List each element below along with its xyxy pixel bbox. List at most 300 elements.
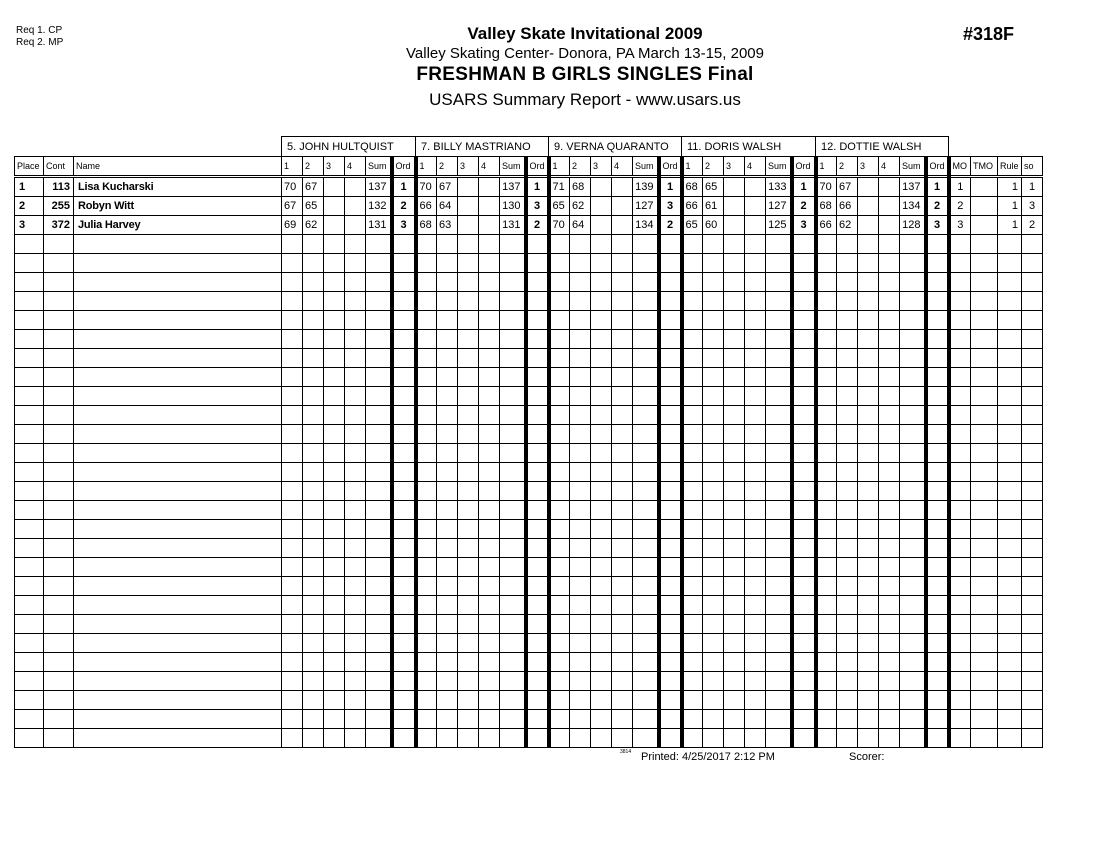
score-cell: 68 (570, 177, 591, 197)
empty-cell (971, 596, 998, 615)
empty-cell (745, 596, 766, 615)
so-cell: 2 (1022, 216, 1043, 235)
empty-cell (570, 596, 591, 615)
empty-cell (345, 254, 366, 273)
empty-cell (703, 691, 724, 710)
empty-cell (879, 292, 900, 311)
empty-cell (703, 463, 724, 482)
empty-cell (479, 729, 500, 748)
empty-cell (900, 558, 926, 577)
empty-cell (858, 406, 879, 425)
col-1: 1 (816, 157, 837, 177)
empty-cell (633, 729, 659, 748)
empty-cell (816, 463, 837, 482)
empty-cell (816, 235, 837, 254)
empty-cell (900, 672, 926, 691)
sum-cell: 137 (500, 177, 526, 197)
empty-cell (392, 311, 416, 330)
empty-cell (926, 558, 949, 577)
empty-cell (998, 254, 1022, 273)
score-cell (724, 197, 745, 216)
empty-cell (766, 482, 792, 501)
empty-cell (971, 311, 998, 330)
empty-cell (74, 292, 282, 311)
empty-cell (44, 235, 74, 254)
empty-cell (900, 520, 926, 539)
empty-cell (703, 710, 724, 729)
empty-cell (437, 672, 458, 691)
empty-cell (591, 368, 612, 387)
empty-cell (745, 615, 766, 634)
empty-cell (500, 368, 526, 387)
empty-cell (900, 653, 926, 672)
empty-cell (500, 539, 526, 558)
empty-cell (591, 463, 612, 482)
empty-cell (900, 273, 926, 292)
empty-cell (858, 596, 879, 615)
empty-cell (900, 691, 926, 710)
empty-row (15, 634, 1043, 653)
empty-cell (949, 615, 971, 634)
empty-cell (766, 596, 792, 615)
empty-cell (570, 615, 591, 634)
empty-cell (682, 482, 703, 501)
empty-cell (766, 729, 792, 748)
empty-cell (792, 311, 816, 330)
empty-cell (926, 235, 949, 254)
empty-cell (745, 710, 766, 729)
empty-cell (570, 425, 591, 444)
empty-cell (879, 444, 900, 463)
empty-cell (971, 482, 998, 501)
empty-cell (324, 653, 345, 672)
empty-cell (526, 463, 549, 482)
empty-cell (816, 273, 837, 292)
empty-cell (766, 577, 792, 596)
empty-cell (633, 577, 659, 596)
empty-cell (416, 254, 437, 273)
empty-cell (792, 501, 816, 520)
col-3: 3 (458, 157, 479, 177)
empty-cell (703, 311, 724, 330)
empty-cell (633, 596, 659, 615)
empty-cell (366, 387, 392, 406)
empty-cell (570, 729, 591, 748)
empty-cell (303, 501, 324, 520)
empty-cell (303, 691, 324, 710)
empty-cell (745, 330, 766, 349)
empty-cell (549, 653, 570, 672)
empty-cell (500, 444, 526, 463)
empty-cell (74, 615, 282, 634)
score-cell: 67 (437, 177, 458, 197)
empty-cell (1022, 387, 1043, 406)
empty-cell (366, 425, 392, 444)
empty-cell (282, 501, 303, 520)
empty-cell (858, 235, 879, 254)
empty-cell (998, 710, 1022, 729)
empty-cell (15, 368, 44, 387)
empty-cell (837, 444, 858, 463)
empty-cell (526, 558, 549, 577)
empty-cell (458, 425, 479, 444)
empty-cell (44, 444, 74, 463)
empty-cell (858, 273, 879, 292)
empty-cell (926, 368, 949, 387)
empty-cell (837, 577, 858, 596)
score-cell (591, 216, 612, 235)
empty-cell (303, 615, 324, 634)
empty-cell (591, 482, 612, 501)
sum-cell: 127 (766, 197, 792, 216)
col-ord: Ord (659, 157, 682, 177)
empty-cell (500, 273, 526, 292)
tmo-cell (971, 177, 998, 197)
empty-cell (570, 710, 591, 729)
col-3: 3 (724, 157, 745, 177)
empty-cell (816, 368, 837, 387)
empty-cell (549, 501, 570, 520)
empty-cell (392, 235, 416, 254)
empty-cell (366, 691, 392, 710)
score-cell (345, 177, 366, 197)
empty-cell (792, 292, 816, 311)
empty-cell (15, 235, 44, 254)
empty-cell (900, 387, 926, 406)
empty-cell (437, 520, 458, 539)
empty-cell (837, 539, 858, 558)
score-cell: 67 (837, 177, 858, 197)
empty-cell (479, 596, 500, 615)
empty-cell (745, 387, 766, 406)
empty-cell (392, 672, 416, 691)
empty-row (15, 653, 1043, 672)
empty-cell (971, 387, 998, 406)
empty-cell (1022, 311, 1043, 330)
sum-cell: 137 (366, 177, 392, 197)
empty-cell (479, 653, 500, 672)
score-cell (345, 216, 366, 235)
empty-cell (858, 539, 879, 558)
score-cell: 61 (703, 197, 724, 216)
empty-cell (437, 729, 458, 748)
empty-cell (659, 615, 682, 634)
empty-cell (900, 425, 926, 444)
spacer (15, 137, 282, 157)
empty-cell (345, 539, 366, 558)
mo-cell: 3 (949, 216, 971, 235)
empty-cell (526, 292, 549, 311)
empty-cell (745, 368, 766, 387)
empty-cell (345, 368, 366, 387)
empty-cell (526, 520, 549, 539)
empty-cell (74, 520, 282, 539)
empty-cell (926, 292, 949, 311)
empty-cell (724, 539, 745, 558)
empty-cell (549, 235, 570, 254)
empty-cell (74, 444, 282, 463)
empty-cell (682, 273, 703, 292)
empty-cell (745, 254, 766, 273)
score-cell (879, 216, 900, 235)
empty-cell (724, 254, 745, 273)
empty-cell (900, 330, 926, 349)
empty-cell (837, 729, 858, 748)
empty-cell (766, 558, 792, 577)
empty-cell (591, 520, 612, 539)
empty-cell (526, 729, 549, 748)
empty-cell (591, 691, 612, 710)
empty-cell (15, 672, 44, 691)
empty-cell (745, 349, 766, 368)
report-title: USARS Summary Report - www.usars.us (429, 90, 741, 109)
empty-row (15, 444, 1043, 463)
empty-cell (549, 444, 570, 463)
empty-cell (703, 672, 724, 691)
empty-cell (479, 463, 500, 482)
empty-cell (998, 406, 1022, 425)
empty-cell (549, 349, 570, 368)
empty-cell (591, 235, 612, 254)
empty-cell (74, 235, 282, 254)
rule-cell: 1 (998, 177, 1022, 197)
empty-cell (949, 311, 971, 330)
empty-cell (591, 273, 612, 292)
empty-cell (949, 691, 971, 710)
empty-cell (659, 501, 682, 520)
col-tmo: TMO (971, 157, 998, 177)
empty-cell (1022, 691, 1043, 710)
empty-cell (549, 691, 570, 710)
empty-cell (1022, 330, 1043, 349)
empty-cell (879, 634, 900, 653)
empty-cell (437, 292, 458, 311)
empty-cell (458, 615, 479, 634)
empty-cell (479, 273, 500, 292)
empty-cell (1022, 577, 1043, 596)
empty-cell (303, 463, 324, 482)
empty-cell (303, 729, 324, 748)
empty-cell (971, 653, 998, 672)
empty-cell (633, 330, 659, 349)
empty-cell (549, 425, 570, 444)
empty-cell (682, 330, 703, 349)
empty-cell (998, 330, 1022, 349)
empty-cell (816, 349, 837, 368)
empty-cell (858, 615, 879, 634)
empty-cell (792, 634, 816, 653)
empty-cell (44, 349, 74, 368)
empty-cell (949, 292, 971, 311)
empty-cell (437, 368, 458, 387)
empty-cell (416, 615, 437, 634)
empty-cell (366, 710, 392, 729)
empty-cell (479, 349, 500, 368)
empty-cell (900, 501, 926, 520)
empty-cell (366, 254, 392, 273)
empty-cell (570, 387, 591, 406)
empty-cell (324, 691, 345, 710)
score-cell (324, 197, 345, 216)
empty-cell (416, 273, 437, 292)
empty-cell (416, 634, 437, 653)
empty-cell (345, 292, 366, 311)
empty-cell (612, 634, 633, 653)
empty-cell (816, 311, 837, 330)
empty-cell (437, 653, 458, 672)
empty-cell (549, 273, 570, 292)
empty-cell (659, 444, 682, 463)
empty-cell (998, 596, 1022, 615)
empty-cell (282, 634, 303, 653)
empty-cell (74, 254, 282, 273)
empty-cell (500, 691, 526, 710)
empty-cell (879, 463, 900, 482)
score-cell (612, 197, 633, 216)
empty-cell (74, 387, 282, 406)
empty-cell (458, 482, 479, 501)
empty-cell (858, 691, 879, 710)
empty-cell (998, 482, 1022, 501)
empty-cell (526, 691, 549, 710)
empty-cell (437, 691, 458, 710)
empty-cell (15, 501, 44, 520)
empty-cell (837, 615, 858, 634)
empty-cell (500, 349, 526, 368)
empty-cell (858, 710, 879, 729)
empty-cell (858, 444, 879, 463)
empty-cell (526, 672, 549, 691)
empty-cell (458, 539, 479, 558)
empty-cell (682, 729, 703, 748)
col-ord: Ord (792, 157, 816, 177)
empty-cell (682, 406, 703, 425)
empty-cell (416, 368, 437, 387)
empty-cell (366, 482, 392, 501)
empty-cell (900, 235, 926, 254)
empty-cell (682, 653, 703, 672)
empty-cell (682, 444, 703, 463)
empty-cell (324, 444, 345, 463)
empty-cell (949, 444, 971, 463)
empty-cell (392, 653, 416, 672)
empty-cell (479, 482, 500, 501)
empty-cell (724, 577, 745, 596)
judge-name: 12. DOTTIE WALSH (816, 137, 949, 157)
sum-cell: 134 (900, 197, 926, 216)
empty-cell (549, 406, 570, 425)
empty-cell (633, 311, 659, 330)
empty-cell (392, 615, 416, 634)
empty-row (15, 330, 1043, 349)
empty-cell (858, 463, 879, 482)
empty-cell (458, 292, 479, 311)
ord-cell: 1 (792, 177, 816, 197)
empty-cell (366, 292, 392, 311)
empty-cell (1022, 425, 1043, 444)
empty-cell (303, 653, 324, 672)
empty-cell (879, 596, 900, 615)
empty-cell (549, 615, 570, 634)
empty-cell (479, 292, 500, 311)
empty-cell (926, 729, 949, 748)
empty-cell (437, 539, 458, 558)
empty-cell (15, 653, 44, 672)
empty-cell (612, 425, 633, 444)
empty-cell (1022, 235, 1043, 254)
empty-cell (416, 596, 437, 615)
empty-cell (998, 558, 1022, 577)
empty-cell (74, 406, 282, 425)
empty-cell (479, 520, 500, 539)
judge-name: 11. DORIS WALSH (682, 137, 816, 157)
empty-cell (766, 520, 792, 539)
event-title: FRESHMAN B GIRLS SINGLES Final (416, 64, 754, 85)
empty-cell (633, 672, 659, 691)
empty-cell (837, 311, 858, 330)
empty-cell (926, 387, 949, 406)
empty-cell (591, 425, 612, 444)
empty-cell (971, 539, 998, 558)
empty-cell (479, 634, 500, 653)
empty-row (15, 349, 1043, 368)
empty-cell (792, 273, 816, 292)
empty-cell (682, 368, 703, 387)
empty-cell (766, 349, 792, 368)
score-cell: 60 (703, 216, 724, 235)
sum-cell: 131 (366, 216, 392, 235)
empty-cell (15, 615, 44, 634)
empty-cell (366, 501, 392, 520)
empty-cell (858, 311, 879, 330)
empty-cell (303, 577, 324, 596)
empty-cell (926, 330, 949, 349)
empty-cell (971, 710, 998, 729)
empty-cell (879, 691, 900, 710)
requirement-1: Req 1. CP (16, 25, 63, 36)
empty-cell (766, 634, 792, 653)
empty-cell (570, 349, 591, 368)
empty-cell (998, 615, 1022, 634)
empty-cell (416, 672, 437, 691)
empty-cell (724, 482, 745, 501)
empty-cell (1022, 596, 1043, 615)
empty-cell (366, 463, 392, 482)
empty-cell (879, 387, 900, 406)
empty-cell (44, 501, 74, 520)
empty-cell (659, 273, 682, 292)
empty-cell (659, 634, 682, 653)
empty-cell (703, 653, 724, 672)
summary-table (14, 136, 1043, 748)
empty-cell (44, 710, 74, 729)
empty-cell (44, 653, 74, 672)
empty-cell (1022, 292, 1043, 311)
empty-cell (324, 235, 345, 254)
score-cell: 68 (682, 177, 703, 197)
empty-cell (392, 387, 416, 406)
empty-cell (303, 406, 324, 425)
empty-cell (926, 615, 949, 634)
empty-cell (745, 273, 766, 292)
score-cell: 62 (570, 197, 591, 216)
empty-cell (792, 330, 816, 349)
empty-cell (479, 577, 500, 596)
empty-row (15, 387, 1043, 406)
empty-cell (479, 710, 500, 729)
empty-cell (971, 425, 998, 444)
empty-cell (998, 235, 1022, 254)
